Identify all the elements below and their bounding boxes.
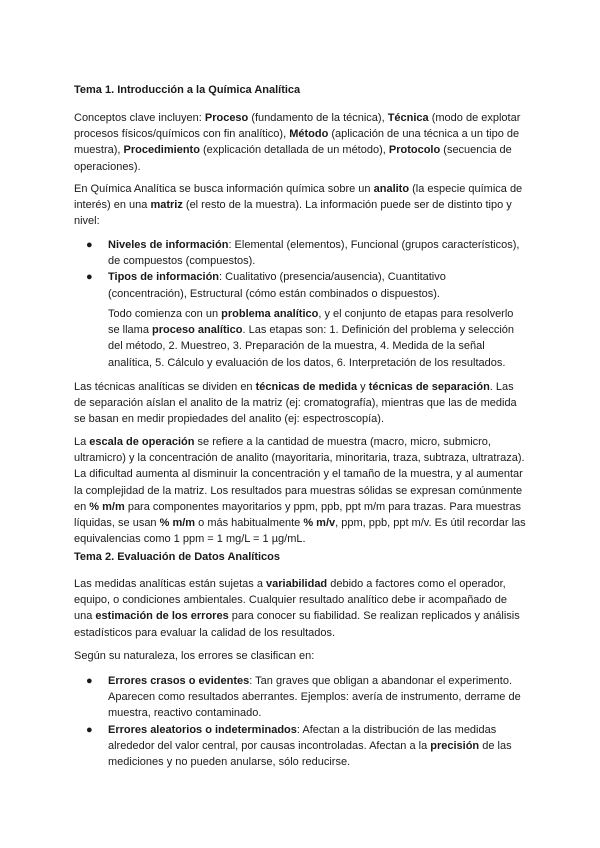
bold-term: matriz bbox=[150, 199, 183, 212]
bold-term: técnicas de medida bbox=[255, 381, 358, 393]
tema2-errors-list bbox=[74, 673, 526, 770]
tema2-paragraph-clasificacion: Según su naturaleza, los errores se clasifican en: bbox=[74, 650, 315, 662]
bullet-icon: ● bbox=[86, 239, 93, 251]
bullet-icon: ● bbox=[86, 675, 93, 687]
bold-term: Errores aleatorios o indeterminados bbox=[108, 723, 297, 736]
bold-term: Protocolo bbox=[388, 144, 441, 157]
bold-term: técnicas de separación bbox=[368, 381, 490, 393]
list-item-text: Tipos de información: Cualitativo (presencia/ausencia), Cuantitativo (concentración), Estructural (cómo están combinados o dispuestos). bbox=[108, 271, 446, 300]
bold-term: analito bbox=[373, 183, 410, 195]
tema1-paragraph-escala: La escala de operación se refiere a la cantidad de muestra (macro, micro, submicro, ultramicro) y la concentración de analito (mayoritaria, minoritaria, traza, subtraza, ultratraza). La dificultad aumenta al disminuir la concentración y el tamaño de la muestra, y al aumentar la complejidad de la matriz. Los resultados para muestras sólidas se expresan comúnmente en % m/m para componentes mayoritarios y ppm, ppb, ppt m/m para trazas. Para muestras líquidas, se usan % m/m o más habitualmente % m/v, ppm, ppb, ppt m/v. Es útil recordar las equivalencias como 1 ppm = 1 mg/L = 1 µg/mL. bbox=[74, 436, 526, 546]
bold-term: Errores crasos o evidentes bbox=[108, 675, 250, 687]
bold-term: precisión bbox=[430, 739, 480, 752]
tema1-paragraph-proceso: Todo comienza con un problema analítico, y el conjunto de etapas para resolverlo se llama proceso analítico. Las etapas son: 1. Definición del problema y selección del método, 2. Muestreo, 3. Preparación de la muestra, 4. Medida de la señal analítica, 5. Cálculo y evaluación de los datos, 6. Interpretación de los resultados. bbox=[108, 308, 515, 369]
tema1-paragraph-conceptos: Conceptos clave incluyen: Proceso (fundamento de la técnica), Técnica (modo de explotar procesos físicos/químicos con fin analítico), Método (aplicación de una técnica a un tipo de muestra), Procedimiento (explicación detallada de un método), Protocolo (secuencia de operaciones). bbox=[74, 112, 521, 173]
bold-term: Método bbox=[289, 128, 329, 141]
tema1-paragraph-tecnicas: Las técnicas analíticas se dividen en técnicas de medida y técnicas de separación. Las de separación aíslan el analito de la matriz (ej: cromatografía), mientras que las de medida se basan en medir propiedades del analito (ej: espectroscopía). bbox=[74, 381, 517, 426]
bold-term: Procedimiento bbox=[123, 144, 200, 157]
list-item-text: Errores crasos o evidentes: Tan graves que obligan a abandonar el experimento. Aparecen como resultados aberrantes. Ejemplos: avería de instrumento, derrame de muestra, reactivo contaminado. bbox=[108, 675, 521, 720]
bold-term: % m/v bbox=[303, 517, 336, 530]
bold-term: proceso analítico bbox=[152, 324, 243, 337]
bold-term: escala de operación bbox=[89, 436, 195, 448]
bold-term: problema analítico bbox=[221, 308, 319, 320]
bullet-icon: ● bbox=[86, 271, 93, 284]
bullet-icon: ● bbox=[86, 723, 93, 736]
bold-term: Niveles de información bbox=[108, 239, 229, 251]
tema1-info-list bbox=[74, 237, 526, 302]
tema2-paragraph-variabilidad: Las medidas analíticas están sujetas a variabilidad debido a factores como el operador, equipo, o condiciones ambientales. Cualquier resultado analítico debe ir acompañado de una estimación de los errores para conocer su fiabilidad. Se realizan replicados y análisis estadísticos para evaluar la calidad de los resultados. bbox=[74, 578, 520, 639]
bold-term: % m/m bbox=[89, 500, 125, 513]
bold-term: Tipos de información bbox=[108, 271, 220, 284]
bold-term: estimación de los errores bbox=[95, 610, 229, 623]
list-item bbox=[74, 722, 526, 771]
list-item-text: Errores aleatorios o indeterminados: Afectan a la distribución de las medidas alrededor del valor central, por causas incontroladas. Afectan a la precisión de las mediciones y no pueden anularse, sólo reducirse. bbox=[108, 723, 512, 769]
bold-term: Técnica bbox=[387, 112, 429, 124]
list-item bbox=[74, 673, 526, 722]
tema1-paragraph-analito: En Química Analítica se busca información química sobre un analito (la especie química de interés) en una matriz (el resto de la muestra). La información puede ser de distinto tipo y nivel: bbox=[74, 183, 523, 228]
list-item-text: Niveles de información: Elemental (elementos), Funcional (grupos característicos), de compuestos (compuestos). bbox=[108, 239, 520, 268]
list-item bbox=[74, 269, 526, 301]
list-item bbox=[74, 237, 526, 269]
tema2-heading: Tema 2. Evaluación de Datos Analíticos bbox=[74, 551, 281, 563]
bold-term: % m/m bbox=[159, 517, 196, 530]
bold-term: variabilidad bbox=[266, 578, 328, 590]
tema1-heading: Tema 1. Introducción a la Química Analítica bbox=[74, 84, 301, 96]
bold-term: Proceso bbox=[204, 112, 249, 124]
